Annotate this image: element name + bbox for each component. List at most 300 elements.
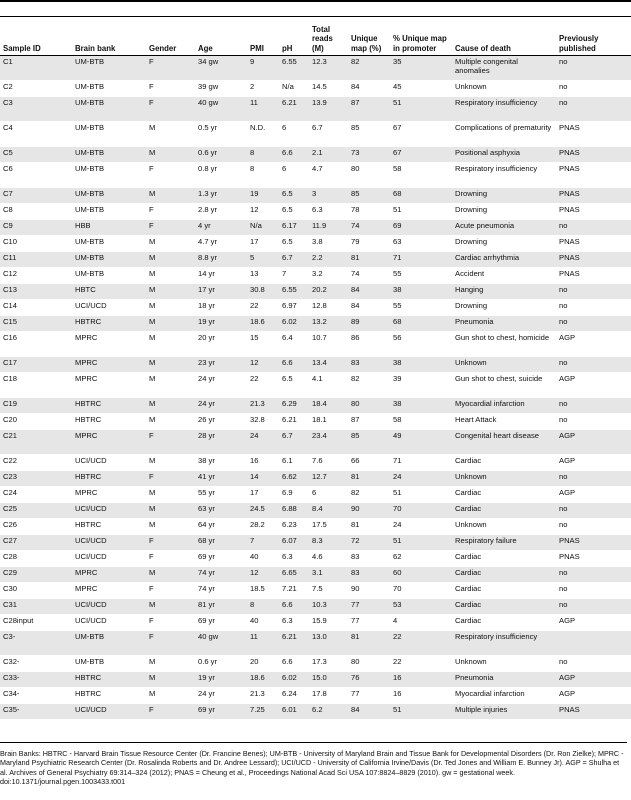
cell-sample-id: C17 (0, 357, 72, 373)
cell-cause-of-death: Cardiac (452, 599, 556, 615)
cell-total-reads: 17.5 (309, 519, 348, 535)
cell-unique-map: 77 (348, 688, 390, 704)
cell-gender: F (146, 631, 195, 656)
cell-brain-bank: UCI/UCD (72, 503, 146, 519)
table-row (0, 398, 631, 414)
cell-brain-bank: UCI/UCD (72, 455, 146, 471)
cell-total-reads: 7.6 (309, 455, 348, 471)
cell-promoter-map: 58 (390, 163, 452, 188)
cell-ph: 6.17 (279, 220, 309, 236)
cell-unique-map: 80 (348, 656, 390, 672)
cell-sample-id: C10 (0, 236, 72, 252)
cell-promoter-map: 58 (390, 414, 452, 430)
cell-gender: M (146, 122, 195, 147)
table-row (0, 688, 631, 704)
cell-age: 39 gw (195, 81, 247, 97)
cell-pmi: 11 (247, 97, 279, 122)
cell-age: 81 yr (195, 599, 247, 615)
cell-gender: M (146, 236, 195, 252)
cell-sample-id: C18 (0, 373, 72, 398)
cell-age: 0.5 yr (195, 122, 247, 147)
col-header-cause-of-death: Cause of death (452, 17, 556, 56)
col-header-previously-published: Previously published (556, 17, 631, 56)
cell-promoter-map: 51 (390, 487, 452, 503)
table-row (0, 316, 631, 332)
cell-brain-bank: MPRC (72, 487, 146, 503)
cell-total-reads: 4.6 (309, 551, 348, 567)
cell-brain-bank: UM-BTB (72, 122, 146, 147)
cell-ph: 6.5 (279, 188, 309, 204)
cell-unique-map: 72 (348, 535, 390, 551)
footnote-text: Brain Banks: HBTRC - Harvard Brain Tissue Resource Center (Dr. Francine Benes); UM-BTB - University of Maryland Brain and Tissue Bank for Developmental Disorders (Dr. Ron Zielke); MPRC - Maryland Psychiatric Research Center (Dr. Rosalinda Roberts and Dr. Andree Lessard); UCI/UCD - University of California Irvine/Davis (Dr. Ted Jones and William E. Bunney Jr). AGP = Shulha et al. Archives of General Psychiatry 69:314–324 (2012); PNAS = Cheung et al., Proceedings National Acad Sci USA 107:8824–8829 (2010). gw = gestational week. (0, 749, 624, 777)
cell-sample-id: C26 (0, 519, 72, 535)
cell-cause-of-death: Drowning (452, 300, 556, 316)
cell-sample-id: C28input (0, 615, 72, 631)
cell-brain-bank: MPRC (72, 583, 146, 599)
cell-total-reads: 18.1 (309, 414, 348, 430)
col-header-gender: Gender (146, 17, 195, 56)
table-row (0, 122, 631, 147)
cell-age: 18 yr (195, 300, 247, 316)
cell-cause-of-death: Pneumonia (452, 672, 556, 688)
cell-pmi: 12 (247, 567, 279, 583)
cell-ph: 6.9 (279, 487, 309, 503)
cell-pmi: 18.5 (247, 583, 279, 599)
cell-brain-bank: UCI/UCD (72, 599, 146, 615)
cell-ph: 6.29 (279, 398, 309, 414)
cell-cause-of-death: Cardiac arrhythmia (452, 252, 556, 268)
cell-total-reads: 3 (309, 188, 348, 204)
cell-age: 28 yr (195, 430, 247, 455)
cell-previously-published: PNAS (556, 551, 631, 567)
cell-sample-id: C24 (0, 487, 72, 503)
cell-total-reads: 3.8 (309, 236, 348, 252)
cell-brain-bank: UM-BTB (72, 81, 146, 97)
cell-ph: 6.23 (279, 519, 309, 535)
cell-sample-id: C31 (0, 599, 72, 615)
table-row (0, 599, 631, 615)
cell-pmi: 28.2 (247, 519, 279, 535)
cell-cause-of-death: Hanging (452, 284, 556, 300)
cell-pmi: 8 (247, 147, 279, 163)
cell-promoter-map: 39 (390, 373, 452, 398)
table-row (0, 487, 631, 503)
cell-previously-published: AGP (556, 455, 631, 471)
cell-previously-published: no (556, 316, 631, 332)
table-row (0, 163, 631, 188)
cell-promoter-map: 70 (390, 503, 452, 519)
cell-previously-published: no (556, 284, 631, 300)
cell-promoter-map: 67 (390, 147, 452, 163)
cell-gender: M (146, 332, 195, 357)
cell-pmi: 24.5 (247, 503, 279, 519)
cell-ph: N/a (279, 81, 309, 97)
cell-age: 0.6 yr (195, 656, 247, 672)
cell-sample-id: C27 (0, 535, 72, 551)
cell-pmi: 19 (247, 188, 279, 204)
cell-pmi: 7 (247, 535, 279, 551)
cell-gender: M (146, 567, 195, 583)
cell-ph: 6.6 (279, 147, 309, 163)
cell-cause-of-death: Respiratory failure (452, 535, 556, 551)
cell-gender: M (146, 414, 195, 430)
cell-unique-map: 85 (348, 188, 390, 204)
cell-previously-published: no (556, 300, 631, 316)
cell-unique-map: 76 (348, 672, 390, 688)
cell-age: 74 yr (195, 583, 247, 599)
cell-sample-id: C33- (0, 672, 72, 688)
cell-promoter-map: 68 (390, 188, 452, 204)
cell-brain-bank: MPRC (72, 430, 146, 455)
cell-promoter-map: 24 (390, 519, 452, 535)
cell-cause-of-death: Heart Attack (452, 414, 556, 430)
cell-pmi: 9 (247, 56, 279, 81)
cell-total-reads: 10.7 (309, 332, 348, 357)
cell-ph: 6.97 (279, 300, 309, 316)
cell-unique-map: 87 (348, 97, 390, 122)
cell-sample-id: C34- (0, 688, 72, 704)
cell-sample-id: C32- (0, 656, 72, 672)
cell-promoter-map: 68 (390, 316, 452, 332)
cell-ph: 6.7 (279, 430, 309, 455)
cell-unique-map: 74 (348, 220, 390, 236)
cell-gender: M (146, 599, 195, 615)
table-body (0, 56, 631, 720)
cell-promoter-map: 35 (390, 56, 452, 81)
cell-total-reads: 8.4 (309, 503, 348, 519)
cell-promoter-map: 55 (390, 268, 452, 284)
cell-age: 69 yr (195, 615, 247, 631)
cell-sample-id: C3- (0, 631, 72, 656)
cell-pmi: N/a (247, 220, 279, 236)
cell-previously-published: PNAS (556, 122, 631, 147)
cell-previously-published: PNAS (556, 236, 631, 252)
cell-pmi: 40 (247, 551, 279, 567)
cell-gender: F (146, 56, 195, 81)
col-header-unique-map-promoter: % Unique map in promoter (390, 17, 452, 56)
cell-ph: 6.07 (279, 535, 309, 551)
cell-pmi: 13 (247, 268, 279, 284)
cell-ph: 6.6 (279, 599, 309, 615)
cell-sample-id: C6 (0, 163, 72, 188)
cell-pmi: 40 (247, 615, 279, 631)
table-row (0, 204, 631, 220)
cell-unique-map: 78 (348, 204, 390, 220)
cell-total-reads: 3.1 (309, 567, 348, 583)
cell-gender: M (146, 300, 195, 316)
cell-brain-bank: UM-BTB (72, 97, 146, 122)
cell-previously-published (556, 631, 631, 656)
cell-unique-map: 73 (348, 147, 390, 163)
cell-total-reads: 13.4 (309, 357, 348, 373)
cell-ph: 6.24 (279, 688, 309, 704)
cell-age: 40 gw (195, 97, 247, 122)
cell-gender: F (146, 430, 195, 455)
cell-cause-of-death: Congenital heart disease (452, 430, 556, 455)
cell-sample-id: C9 (0, 220, 72, 236)
cell-gender: F (146, 704, 195, 720)
cell-sample-id: C12 (0, 268, 72, 284)
cell-previously-published: PNAS (556, 163, 631, 188)
cell-cause-of-death: Cardiac (452, 503, 556, 519)
cell-age: 8.8 yr (195, 252, 247, 268)
cell-promoter-map: 69 (390, 220, 452, 236)
cell-promoter-map: 51 (390, 204, 452, 220)
cell-pmi: 12 (247, 357, 279, 373)
cell-promoter-map: 62 (390, 551, 452, 567)
cell-pmi: 15 (247, 332, 279, 357)
cell-brain-bank: MPRC (72, 567, 146, 583)
cell-ph: 6.62 (279, 471, 309, 487)
cell-promoter-map: 60 (390, 567, 452, 583)
table-row (0, 97, 631, 122)
cell-cause-of-death: Multiple injuries (452, 704, 556, 720)
cell-previously-published: no (556, 583, 631, 599)
cell-total-reads: 13.2 (309, 316, 348, 332)
cell-gender: M (146, 268, 195, 284)
cell-unique-map: 87 (348, 414, 390, 430)
cell-cause-of-death: Respiratory insufficiency (452, 631, 556, 656)
cell-ph: 6.1 (279, 455, 309, 471)
cell-unique-map: 89 (348, 316, 390, 332)
cell-gender: F (146, 220, 195, 236)
cell-previously-published: PNAS (556, 188, 631, 204)
cell-age: 23 yr (195, 357, 247, 373)
cell-age: 40 gw (195, 631, 247, 656)
cell-promoter-map: 71 (390, 455, 452, 471)
cell-cause-of-death: Acute pneumonia (452, 220, 556, 236)
cell-previously-published: AGP (556, 672, 631, 688)
col-header-ph: pH (279, 17, 309, 56)
table-row (0, 455, 631, 471)
col-header-total-reads: Total reads (M) (309, 17, 348, 56)
cell-previously-published: no (556, 357, 631, 373)
cell-cause-of-death: Cardiac (452, 487, 556, 503)
cell-unique-map: 82 (348, 373, 390, 398)
table-row (0, 373, 631, 398)
cell-pmi: 18.6 (247, 316, 279, 332)
cell-age: 69 yr (195, 704, 247, 720)
cell-gender: M (146, 188, 195, 204)
cell-sample-id: C35- (0, 704, 72, 720)
cell-promoter-map: 51 (390, 704, 452, 720)
cell-unique-map: 83 (348, 567, 390, 583)
cell-cause-of-death: Unknown (452, 471, 556, 487)
cell-pmi: 21.3 (247, 688, 279, 704)
cell-previously-published: no (556, 398, 631, 414)
cell-age: 64 yr (195, 519, 247, 535)
cell-sample-id: C22 (0, 455, 72, 471)
cell-brain-bank: UM-BTB (72, 204, 146, 220)
cell-gender: F (146, 204, 195, 220)
top-rule (0, 0, 631, 2)
cell-total-reads: 13.9 (309, 97, 348, 122)
cell-cause-of-death: Positional asphyxia (452, 147, 556, 163)
cell-ph: 6.5 (279, 204, 309, 220)
cell-sample-id: C2 (0, 81, 72, 97)
cell-gender: F (146, 163, 195, 188)
cell-total-reads: 12.8 (309, 300, 348, 316)
table-row (0, 147, 631, 163)
cell-ph: 6.55 (279, 284, 309, 300)
cell-gender: M (146, 487, 195, 503)
cell-cause-of-death: Myocardial infarction (452, 688, 556, 704)
cell-total-reads: 6.2 (309, 704, 348, 720)
cell-brain-bank: UM-BTB (72, 656, 146, 672)
cell-promoter-map: 49 (390, 430, 452, 455)
table-row (0, 236, 631, 252)
cell-unique-map: 82 (348, 487, 390, 503)
cell-ph: 6 (279, 163, 309, 188)
cell-pmi: 5 (247, 252, 279, 268)
cell-brain-bank: HBTRC (72, 672, 146, 688)
cell-total-reads: 2.1 (309, 147, 348, 163)
cell-previously-published: no (556, 519, 631, 535)
cell-sample-id: C21 (0, 430, 72, 455)
cell-age: 1.3 yr (195, 188, 247, 204)
cell-gender: M (146, 357, 195, 373)
cell-pmi: 18.6 (247, 672, 279, 688)
cell-age: 38 yr (195, 455, 247, 471)
cell-gender: M (146, 672, 195, 688)
cell-brain-bank: HBTRC (72, 688, 146, 704)
cell-pmi: 24 (247, 430, 279, 455)
cell-total-reads: 20.2 (309, 284, 348, 300)
cell-gender: F (146, 551, 195, 567)
cell-previously-published: PNAS (556, 704, 631, 720)
cell-pmi: 8 (247, 163, 279, 188)
cell-sample-id: C4 (0, 122, 72, 147)
cell-unique-map: 81 (348, 519, 390, 535)
cell-ph: 6.65 (279, 567, 309, 583)
cell-gender: F (146, 615, 195, 631)
cell-sample-id: C5 (0, 147, 72, 163)
cell-previously-published: PNAS (556, 268, 631, 284)
cell-total-reads: 12.3 (309, 56, 348, 81)
cell-unique-map: 77 (348, 615, 390, 631)
cell-ph: 6.5 (279, 373, 309, 398)
cell-previously-published: no (556, 414, 631, 430)
cell-cause-of-death: Unknown (452, 81, 556, 97)
col-header-sample-id: Sample ID (0, 17, 72, 56)
cell-promoter-map: 51 (390, 535, 452, 551)
cell-pmi: 20 (247, 656, 279, 672)
cell-unique-map: 79 (348, 236, 390, 252)
cell-unique-map: 81 (348, 252, 390, 268)
cell-promoter-map: 38 (390, 284, 452, 300)
cell-age: 34 gw (195, 56, 247, 81)
cell-brain-bank: HBTRC (72, 316, 146, 332)
cell-brain-bank: HBTRC (72, 398, 146, 414)
footnote-doi: doi:10.1371/journal.pgen.1003433.t001 (0, 777, 126, 787)
cell-total-reads: 11.9 (309, 220, 348, 236)
cell-pmi: 8 (247, 599, 279, 615)
cell-total-reads: 2.2 (309, 252, 348, 268)
cell-age: 41 yr (195, 471, 247, 487)
cell-unique-map: 85 (348, 122, 390, 147)
cell-promoter-map: 67 (390, 122, 452, 147)
cell-total-reads: 23.4 (309, 430, 348, 455)
cell-ph: 6.02 (279, 316, 309, 332)
cell-previously-published: AGP (556, 373, 631, 398)
cell-pmi: 17 (247, 487, 279, 503)
table-row (0, 56, 631, 81)
cell-promoter-map: 38 (390, 357, 452, 373)
cell-brain-bank: UM-BTB (72, 56, 146, 81)
cell-sample-id: C29 (0, 567, 72, 583)
cell-brain-bank: HBB (72, 220, 146, 236)
table-row (0, 284, 631, 300)
cell-ph: 6 (279, 122, 309, 147)
cell-gender: F (146, 81, 195, 97)
cell-brain-bank: HBTRC (72, 414, 146, 430)
cell-unique-map: 90 (348, 583, 390, 599)
cell-brain-bank: HBTC (72, 284, 146, 300)
cell-cause-of-death: Cardiac (452, 583, 556, 599)
sample-table (0, 16, 631, 720)
cell-ph: 6.88 (279, 503, 309, 519)
cell-total-reads: 8.3 (309, 535, 348, 551)
table-row (0, 300, 631, 316)
cell-age: 19 yr (195, 672, 247, 688)
table-row (0, 615, 631, 631)
cell-pmi: 17 (247, 236, 279, 252)
cell-ph: 7 (279, 268, 309, 284)
cell-brain-bank: UM-BTB (72, 147, 146, 163)
cell-ph: 6.6 (279, 357, 309, 373)
cell-total-reads: 13.0 (309, 631, 348, 656)
cell-age: 17 yr (195, 284, 247, 300)
cell-unique-map: 77 (348, 599, 390, 615)
cell-promoter-map: 22 (390, 631, 452, 656)
cell-total-reads: 14.5 (309, 81, 348, 97)
cell-previously-published: no (556, 97, 631, 122)
cell-pmi: 16 (247, 455, 279, 471)
cell-cause-of-death: Gun shot to chest, homicide (452, 332, 556, 357)
table-row (0, 268, 631, 284)
cell-pmi: 30.8 (247, 284, 279, 300)
cell-promoter-map: 4 (390, 615, 452, 631)
cell-promoter-map: 24 (390, 471, 452, 487)
cell-gender: M (146, 398, 195, 414)
cell-cause-of-death: Complications of prematurity (452, 122, 556, 147)
cell-cause-of-death: Unknown (452, 357, 556, 373)
cell-promoter-map: 16 (390, 688, 452, 704)
cell-gender: M (146, 656, 195, 672)
cell-sample-id: C23 (0, 471, 72, 487)
cell-unique-map: 84 (348, 81, 390, 97)
cell-brain-bank: MPRC (72, 332, 146, 357)
cell-brain-bank: UCI/UCD (72, 704, 146, 720)
cell-previously-published: PNAS (556, 252, 631, 268)
cell-gender: F (146, 535, 195, 551)
cell-cause-of-death: Respiratory insufficiency (452, 163, 556, 188)
cell-cause-of-death: Respiratory insufficiency (452, 97, 556, 122)
col-header-age: Age (195, 17, 247, 56)
cell-age: 19 yr (195, 316, 247, 332)
cell-sample-id: C14 (0, 300, 72, 316)
cell-pmi: 2 (247, 81, 279, 97)
table-row (0, 430, 631, 455)
cell-brain-bank: MPRC (72, 357, 146, 373)
cell-unique-map: 80 (348, 163, 390, 188)
cell-total-reads: 6.3 (309, 204, 348, 220)
cell-sample-id: C3 (0, 97, 72, 122)
table-row (0, 188, 631, 204)
table-row (0, 414, 631, 430)
cell-age: 2.8 yr (195, 204, 247, 220)
cell-previously-published: no (556, 471, 631, 487)
